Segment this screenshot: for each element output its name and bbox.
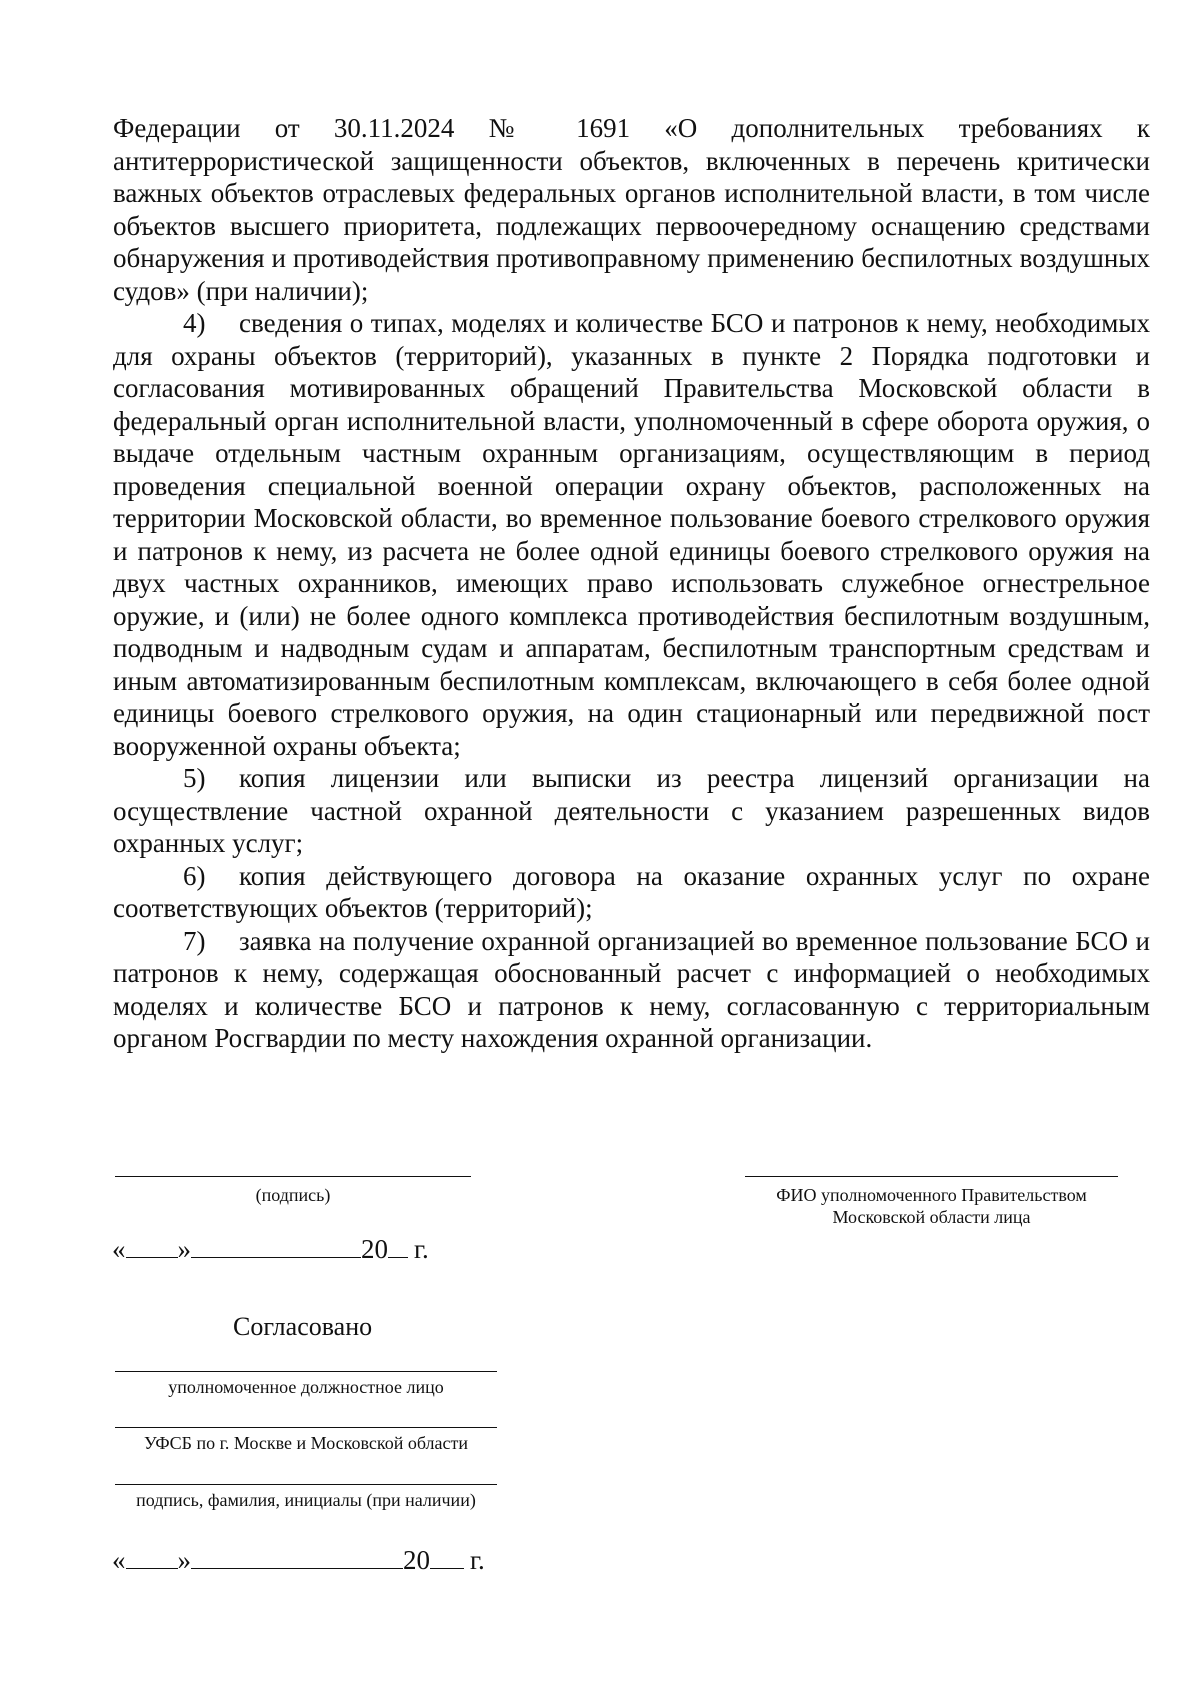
official-caption bbox=[745, 1184, 1118, 1228]
list-item-number: 6) bbox=[183, 860, 206, 891]
date-day-blank bbox=[126, 1235, 178, 1258]
list-item-number: 5) bbox=[183, 763, 206, 793]
official-caption-line1: ФИО уполномоченного Правительством bbox=[776, 1185, 1087, 1205]
list-item-text: сведения о типах, моделях и количестве БСО и патронов к нему, необходимых для охраны объектов (территорий), указанных в пункте 2 Порядка подготовки и согласования мотивированных обращений Правительства Московской области в федеральный орган исполнительной власти, уполномоченный в сфере оборота оружия, о выдаче отдельным частным охранным организациям, осуществляющим в период проведения специальной военной операции охрану объектов, расположенных на территории Московской области, во временное пользование боевого стрелкового оружия и патронов к нему, из расчета не более одной единицы боевого стрелкового оружия на двух частных охранников, имеющих право использовать служебное огнестрельное оружие, и (или) не более одного комплекса противодействия беспилотным воздушным, подводным и надводным судам и аппаратам, беспилотным транспортным средствам и иным автоматизированным беспилотным комплексам, включающего в себя более одной единицы боевого стрелкового оружия, на один стационарный или передвижной пост вооруженной охраны объекта; bbox=[113, 308, 1150, 761]
document-body bbox=[113, 112, 1150, 1055]
signature-caption: (подпись) bbox=[255, 1185, 331, 1205]
date-open-quote: « bbox=[112, 1234, 126, 1264]
intro-paragraph: Федерации от 30.11.2024 № 1691 «О дополнительных требованиях к антитеррористической защищенности объектов, включенных в перечень критически важных объектов отраслевых федеральных органов исполнительной власти, в том числе объектов высшего приоритета, подлежащих первоочередному оснащению средствами обнаружения и противодействия противоправному применению беспилотных воздушных судов» (при наличии); bbox=[113, 113, 1150, 306]
date-year-prefix: 20 bbox=[403, 1545, 430, 1575]
approval-caption-2: УФСБ по г. Москве и Московской области bbox=[143, 1433, 469, 1453]
date-open-quote: « bbox=[112, 1545, 126, 1575]
official-name-line bbox=[745, 1176, 1118, 1177]
date-year-suffix: г. bbox=[414, 1234, 429, 1264]
date-close-quote: » bbox=[177, 1234, 191, 1264]
signature-line bbox=[115, 1176, 471, 1177]
list-item-6 bbox=[113, 860, 1150, 925]
approval-caption-3: подпись, фамилия, инициалы (при наличии) bbox=[136, 1490, 476, 1510]
list-item-7 bbox=[113, 925, 1150, 1055]
list-item-text: заявка на получение охранной организацией во временное пользование БСО и патронов к нему, содержащая обоснованный расчет с информацией о необходимых моделях и количестве БСО и патронов к нему, согласованную с территориальным органом Росгвардии по месту нахождения охранной организации. bbox=[113, 925, 1150, 1053]
approval-line-2 bbox=[115, 1427, 497, 1428]
approval-date bbox=[112, 1544, 485, 1576]
date-year-blank bbox=[388, 1235, 408, 1258]
date-close-quote: » bbox=[177, 1545, 191, 1575]
list-item-4 bbox=[113, 307, 1150, 762]
list-item-text: копия лицензии или выписки из реестра лицензий организации на осуществление частной охранной деятельности с указанием разрешенных видов охранных услуг; bbox=[113, 763, 1150, 858]
list-item-number: 4) bbox=[183, 308, 206, 338]
approval-line-1 bbox=[115, 1371, 497, 1372]
official-caption-line2: Московской области лица bbox=[832, 1207, 1031, 1227]
date-month-blank bbox=[191, 1546, 403, 1569]
date-year-blank bbox=[430, 1546, 464, 1569]
signature-date bbox=[112, 1233, 429, 1265]
approval-title: Согласовано bbox=[233, 1312, 373, 1341]
date-month-blank bbox=[191, 1235, 361, 1258]
approval-line-3 bbox=[115, 1484, 497, 1485]
date-day-blank bbox=[126, 1546, 178, 1569]
list-item-number: 7) bbox=[183, 925, 206, 956]
list-item-5 bbox=[113, 762, 1150, 860]
list-item-text: копия действующего договора на оказание охранных услуг по охране соответствующих объектов (территорий); bbox=[113, 860, 1150, 923]
date-year-suffix: г. bbox=[470, 1545, 485, 1575]
date-year-prefix: 20 bbox=[361, 1234, 388, 1264]
approval-caption-1: уполномоченное должностное лицо bbox=[168, 1377, 444, 1397]
